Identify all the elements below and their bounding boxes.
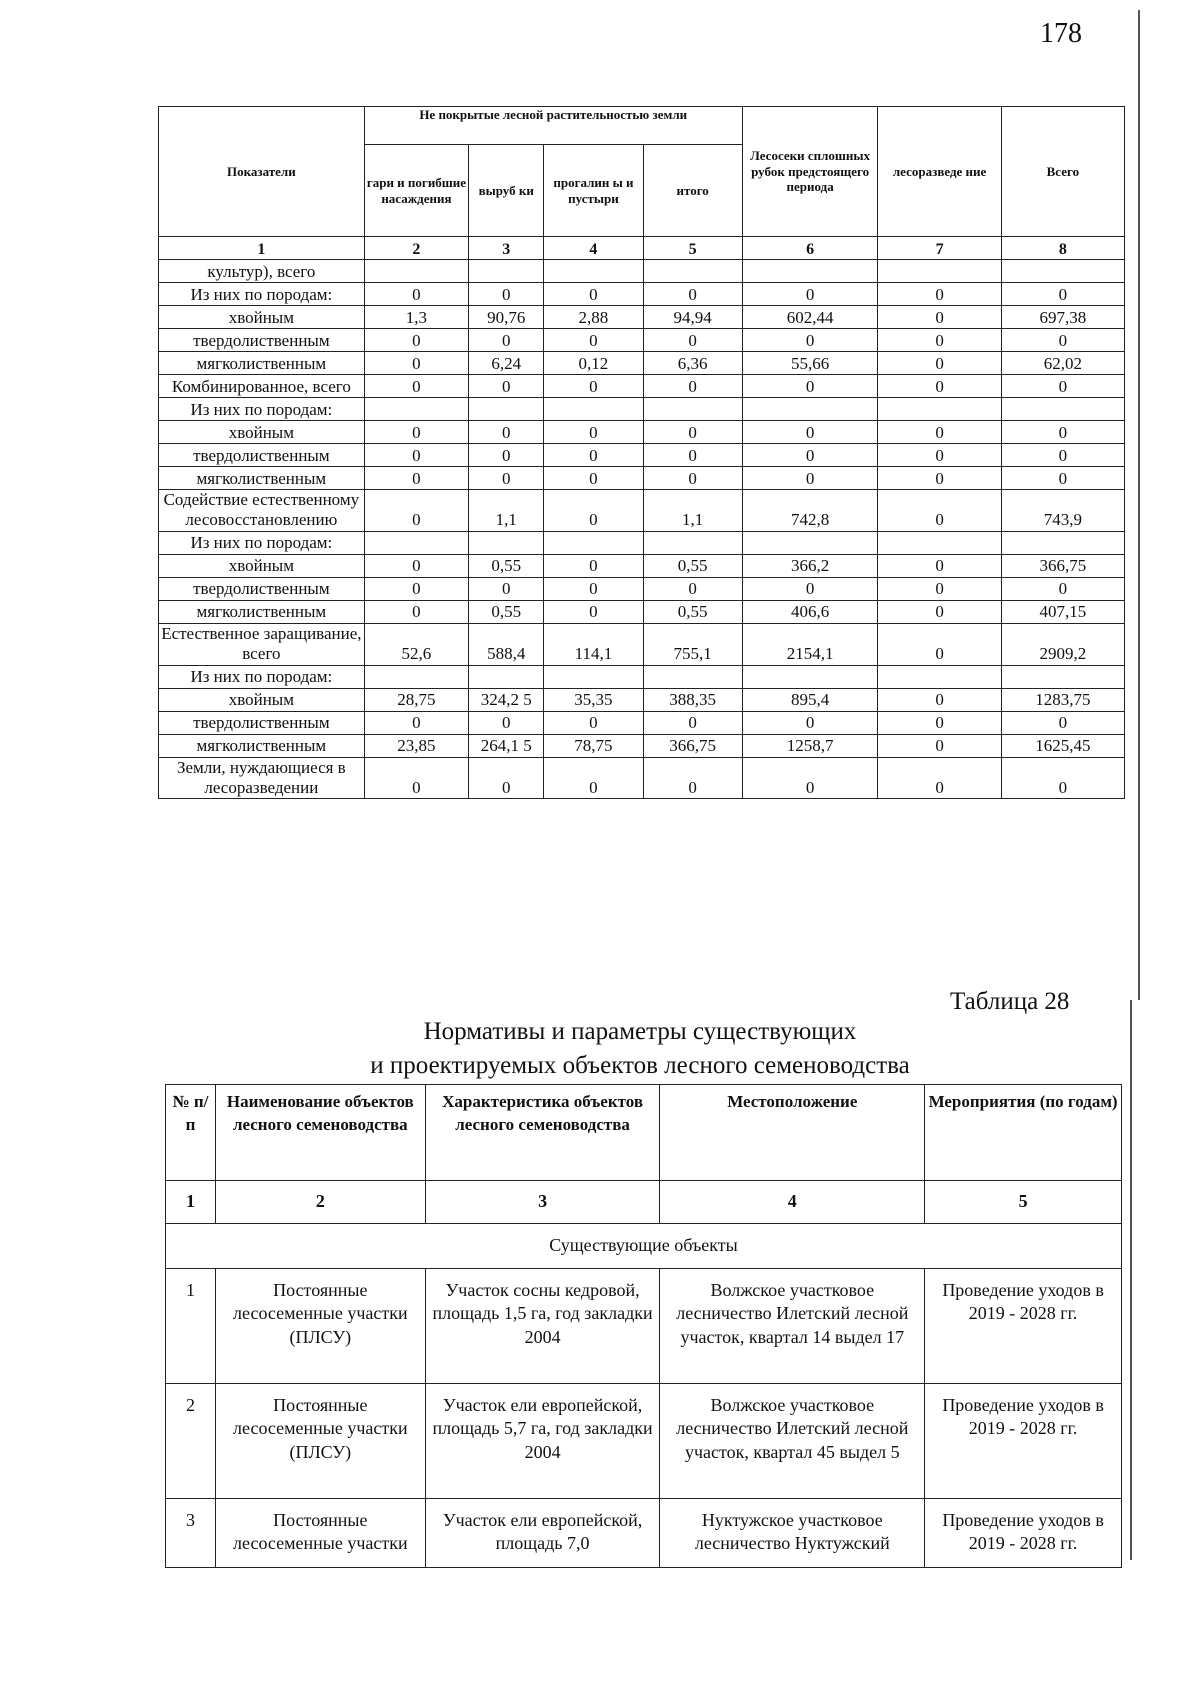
table-cell: 0 xyxy=(878,375,1001,398)
table-cell xyxy=(643,398,742,421)
table-cell: 0 xyxy=(544,757,643,799)
table-cell: 0 xyxy=(364,711,468,734)
object-characteristics: Участок сосны кедровой, площадь 1,5 га, год закладки 2004 xyxy=(425,1269,660,1384)
table-cell: 0 xyxy=(742,421,878,444)
table-cell: 0 xyxy=(878,600,1001,623)
table-cell: 0 xyxy=(364,444,468,467)
header-indicators: Показатели xyxy=(159,107,365,237)
table-cell: 0 xyxy=(643,375,742,398)
table-cell: 0 xyxy=(544,421,643,444)
table-cell: 0 xyxy=(364,577,468,600)
table-cell: 0 xyxy=(544,554,643,577)
table-cell: 0 xyxy=(1001,421,1124,444)
table-cell: 0 xyxy=(1001,577,1124,600)
header-uncovered-lands: Не покрытые лесной растительностью земли xyxy=(364,107,742,145)
page-edge-line xyxy=(1138,10,1140,1000)
table-row xyxy=(159,306,1125,329)
table-cell: 743,9 xyxy=(1001,490,1124,532)
row-label: мягколиственным xyxy=(159,467,365,490)
table-row xyxy=(159,665,1125,688)
table-cell xyxy=(1001,531,1124,554)
row-label: Комбинированное, всего xyxy=(159,375,365,398)
table-cell: 0 xyxy=(878,467,1001,490)
header-afforestation: лесоразведе ние xyxy=(878,107,1001,237)
column-number: 4 xyxy=(660,1181,925,1224)
table-cell: 0 xyxy=(364,467,468,490)
row-label: Из них по породам: xyxy=(159,398,365,421)
header-cutting-areas: Лесосеки сплошных рубок предстоящего периода xyxy=(742,107,878,237)
row-number: 2 xyxy=(166,1384,216,1499)
object-activities: Проведение уходов в 2019 - 2028 гг. xyxy=(925,1269,1122,1384)
table-cell xyxy=(469,531,544,554)
table-title-line2: и проектируемых объектов лесного семеноводства xyxy=(370,1052,910,1079)
table-cell: 0 xyxy=(643,444,742,467)
table-cell: 0 xyxy=(1001,375,1124,398)
table-cell xyxy=(364,398,468,421)
table-cell: 0 xyxy=(364,490,468,532)
table-cell: 2,88 xyxy=(544,306,643,329)
table-cell: 1,1 xyxy=(643,490,742,532)
table-row xyxy=(166,1384,1122,1499)
table-cell: 406,6 xyxy=(742,600,878,623)
table-cell: 0 xyxy=(643,467,742,490)
table-cell xyxy=(469,398,544,421)
table-row xyxy=(159,531,1125,554)
table-cell: 0 xyxy=(878,757,1001,799)
row-label: хвойным xyxy=(159,306,365,329)
table-cell xyxy=(469,260,544,283)
table-cell xyxy=(643,665,742,688)
table-cell: 1625,45 xyxy=(1001,734,1124,757)
table-cell xyxy=(544,665,643,688)
table-cell xyxy=(364,531,468,554)
row-label: Из них по породам: xyxy=(159,665,365,688)
table-cell: 0 xyxy=(878,283,1001,306)
table-cell: 0 xyxy=(742,711,878,734)
table-cell: 366,75 xyxy=(643,734,742,757)
table-cell: 0 xyxy=(878,554,1001,577)
table-cell: 0 xyxy=(544,444,643,467)
table-cell: 0 xyxy=(643,757,742,799)
table-row xyxy=(159,688,1125,711)
table-row xyxy=(159,329,1125,352)
object-location: Волжское участковое лесничество Илетский лесной участок, квартал 14 выдел 17 xyxy=(660,1269,925,1384)
row-label: твердолиственным xyxy=(159,329,365,352)
row-label: мягколиственным xyxy=(159,734,365,757)
table1-body xyxy=(159,260,1125,799)
table-cell: 0 xyxy=(469,711,544,734)
table-cell: 0 xyxy=(643,329,742,352)
table-cell: 0 xyxy=(469,375,544,398)
table-cell: 2909,2 xyxy=(1001,623,1124,665)
table-cell: 28,75 xyxy=(364,688,468,711)
header-object-name: Наименование объектов лесного семеноводства xyxy=(215,1085,425,1181)
table-cell: 0 xyxy=(878,711,1001,734)
table-row xyxy=(159,734,1125,757)
table-label: Таблица 28 xyxy=(950,988,1070,1015)
table-cell: 0 xyxy=(364,421,468,444)
table-cell: 388,35 xyxy=(643,688,742,711)
table-cell: 0 xyxy=(544,283,643,306)
table-row xyxy=(159,711,1125,734)
table-cell: 90,76 xyxy=(469,306,544,329)
table-cell: 755,1 xyxy=(643,623,742,665)
table-cell: 0 xyxy=(364,352,468,375)
table-cell: 0 xyxy=(1001,329,1124,352)
table-row xyxy=(166,1499,1122,1568)
column-number: 2 xyxy=(215,1181,425,1224)
table-cell: 366,2 xyxy=(742,554,878,577)
table-cell: 0 xyxy=(643,283,742,306)
table-cell: 0 xyxy=(544,711,643,734)
table-cell: 0 xyxy=(469,757,544,799)
uncovered-lands-table xyxy=(158,106,1125,799)
table-cell: 0 xyxy=(544,490,643,532)
column-number: 6 xyxy=(742,237,878,260)
column-number: 7 xyxy=(878,237,1001,260)
table-cell: 52,6 xyxy=(364,623,468,665)
table-cell xyxy=(878,665,1001,688)
table-cell: 6,24 xyxy=(469,352,544,375)
table-title-line1: Нормативы и параметры существующих xyxy=(423,1018,857,1045)
row-label: хвойным xyxy=(159,688,365,711)
table-cell: 0 xyxy=(469,467,544,490)
table-cell: 1283,75 xyxy=(1001,688,1124,711)
table-cell: 0 xyxy=(544,467,643,490)
section-existing-objects: Существующие объекты xyxy=(166,1224,1122,1269)
table-cell: 742,8 xyxy=(742,490,878,532)
row-label: Земли, нуждающиеся в лесоразведении xyxy=(159,757,365,799)
table-cell: 0 xyxy=(364,600,468,623)
table-cell: 0 xyxy=(469,421,544,444)
table-row xyxy=(159,375,1125,398)
table-cell: 0 xyxy=(1001,757,1124,799)
row-label: Содействие естественному лесовосстановлению xyxy=(159,490,365,532)
row-number: 1 xyxy=(166,1269,216,1384)
object-name: Постоянные лесосеменные участки (ПЛСУ) xyxy=(215,1269,425,1384)
header-characteristics: Характеристика объектов лесного семеноводства xyxy=(425,1085,660,1181)
column-number: 1 xyxy=(159,237,365,260)
table-cell xyxy=(544,398,643,421)
column-number: 2 xyxy=(364,237,468,260)
seed-objects-table xyxy=(165,1084,1122,1568)
table-cell: 0 xyxy=(878,734,1001,757)
row-label: хвойным xyxy=(159,421,365,444)
table-cell: 0 xyxy=(544,375,643,398)
table-cell: 0 xyxy=(1001,467,1124,490)
table-cell: 0 xyxy=(469,329,544,352)
table-row xyxy=(159,577,1125,600)
header-total-uncovered: итого xyxy=(643,145,742,237)
table-cell: 0 xyxy=(364,554,468,577)
table-row xyxy=(159,554,1125,577)
table-cell: 94,94 xyxy=(643,306,742,329)
row-label: культур), всего xyxy=(159,260,365,283)
column-numbers-row xyxy=(166,1181,1122,1224)
table-cell xyxy=(742,398,878,421)
table-cell: 0 xyxy=(364,375,468,398)
table-cell: 0 xyxy=(878,577,1001,600)
table-cell: 0 xyxy=(878,444,1001,467)
table-cell: 0 xyxy=(742,467,878,490)
row-label: мягколиственным xyxy=(159,352,365,375)
header-location: Местоположение xyxy=(660,1085,925,1181)
table-cell xyxy=(878,531,1001,554)
table-cell: 0 xyxy=(742,283,878,306)
table-row xyxy=(159,600,1125,623)
object-location: Волжское участковое лесничество Илетский лесной участок, квартал 45 выдел 5 xyxy=(660,1384,925,1499)
table-row xyxy=(159,444,1125,467)
row-label: твердолиственным xyxy=(159,711,365,734)
table-cell: 1,3 xyxy=(364,306,468,329)
table-row xyxy=(159,757,1125,799)
table-cell: 2154,1 xyxy=(742,623,878,665)
table-cell: 62,02 xyxy=(1001,352,1124,375)
table-cell xyxy=(1001,260,1124,283)
column-number: 4 xyxy=(544,237,643,260)
table-row xyxy=(159,421,1125,444)
table-cell: 0,55 xyxy=(643,600,742,623)
page-number: 178 xyxy=(1040,18,1082,49)
table-cell xyxy=(544,531,643,554)
table-cell xyxy=(544,260,643,283)
table-row xyxy=(159,283,1125,306)
row-label: твердолиственным xyxy=(159,444,365,467)
table-cell xyxy=(364,260,468,283)
column-number: 5 xyxy=(643,237,742,260)
table-cell: 0 xyxy=(1001,283,1124,306)
table-row xyxy=(159,623,1125,665)
table-cell: 895,4 xyxy=(742,688,878,711)
table-cell: 0 xyxy=(878,623,1001,665)
row-label: Естественное заращивание, всего xyxy=(159,623,365,665)
table-cell: 0 xyxy=(469,444,544,467)
column-number: 5 xyxy=(925,1181,1122,1224)
table-cell: 0 xyxy=(364,283,468,306)
row-label: мягколиственным xyxy=(159,600,365,623)
header-burned: гари и погибшие насаждения xyxy=(364,145,468,237)
header-glades: прогалин ы и пустыри xyxy=(544,145,643,237)
table-cell: 0 xyxy=(742,757,878,799)
column-number: 3 xyxy=(469,237,544,260)
table-cell xyxy=(364,665,468,688)
row-label: Из них по породам: xyxy=(159,283,365,306)
table-cell: 0 xyxy=(544,329,643,352)
table-row xyxy=(159,398,1125,421)
table-cell: 0 xyxy=(742,444,878,467)
table-cell: 0 xyxy=(878,490,1001,532)
object-activities: Проведение уходов в 2019 - 2028 гг. xyxy=(925,1384,1122,1499)
column-numbers-row xyxy=(159,237,1125,260)
page-edge-line xyxy=(1130,1000,1132,1560)
table-cell: 0 xyxy=(643,711,742,734)
table-cell: 0 xyxy=(742,577,878,600)
header-clearcut: выруб ки xyxy=(469,145,544,237)
table-cell xyxy=(878,260,1001,283)
table-cell: 0 xyxy=(742,375,878,398)
object-characteristics: Участок ели европейской, площадь 7,0 xyxy=(425,1499,660,1568)
table-cell: 35,35 xyxy=(544,688,643,711)
object-activities: Проведение уходов в 2019 - 2028 гг. xyxy=(925,1499,1122,1568)
table-row xyxy=(159,490,1125,532)
table-cell: 0 xyxy=(544,600,643,623)
table-cell: 0,55 xyxy=(469,554,544,577)
table-cell: 0 xyxy=(544,577,643,600)
object-location: Нуктужское участковое лесничество Нуктужский xyxy=(660,1499,925,1568)
table-cell: 0 xyxy=(742,329,878,352)
table-cell: 0,55 xyxy=(643,554,742,577)
table-cell: 366,75 xyxy=(1001,554,1124,577)
table-cell xyxy=(742,260,878,283)
object-name: Постоянные лесосеменные участки xyxy=(215,1499,425,1568)
table-cell: 0 xyxy=(364,329,468,352)
table-cell: 0 xyxy=(1001,711,1124,734)
table-cell: 0 xyxy=(878,421,1001,444)
table-cell: 0 xyxy=(1001,444,1124,467)
table-cell: 0 xyxy=(878,352,1001,375)
table-cell: 0 xyxy=(643,577,742,600)
table-cell xyxy=(1001,398,1124,421)
table-cell: 23,85 xyxy=(364,734,468,757)
table-row xyxy=(159,467,1125,490)
row-label: хвойным xyxy=(159,554,365,577)
table-cell: 0 xyxy=(878,688,1001,711)
header-activities: Мероприятия (по годам) xyxy=(925,1085,1122,1181)
table-cell: 55,66 xyxy=(742,352,878,375)
table-cell: 697,38 xyxy=(1001,306,1124,329)
row-label: твердолиственным xyxy=(159,577,365,600)
table-cell xyxy=(742,665,878,688)
table-cell: 407,15 xyxy=(1001,600,1124,623)
table-cell: 114,1 xyxy=(544,623,643,665)
column-number: 1 xyxy=(166,1181,216,1224)
table-cell: 0 xyxy=(364,757,468,799)
table-cell: 0 xyxy=(469,577,544,600)
table-cell: 264,1 5 xyxy=(469,734,544,757)
section-row xyxy=(166,1224,1122,1269)
column-number: 3 xyxy=(425,1181,660,1224)
table-row xyxy=(159,260,1125,283)
table-cell: 602,44 xyxy=(742,306,878,329)
table-cell: 6,36 xyxy=(643,352,742,375)
column-number: 8 xyxy=(1001,237,1124,260)
object-name: Постоянные лесосеменные участки (ПЛСУ) xyxy=(215,1384,425,1499)
table-cell: 0 xyxy=(469,283,544,306)
table-cell: 78,75 xyxy=(544,734,643,757)
table-cell: 0 xyxy=(878,306,1001,329)
header-total: Всего xyxy=(1001,107,1124,237)
row-number: 3 xyxy=(166,1499,216,1568)
table-cell xyxy=(878,398,1001,421)
row-label: Из них по породам: xyxy=(159,531,365,554)
table-cell: 588,4 xyxy=(469,623,544,665)
table-cell xyxy=(469,665,544,688)
table-cell xyxy=(1001,665,1124,688)
table-cell: 0 xyxy=(643,421,742,444)
table-row xyxy=(166,1269,1122,1384)
header-number: № п/п xyxy=(166,1085,216,1181)
table-cell: 324,2 5 xyxy=(469,688,544,711)
object-characteristics: Участок ели европейской, площадь 5,7 га, год закладки 2004 xyxy=(425,1384,660,1499)
table-cell: 0 xyxy=(878,329,1001,352)
table-cell xyxy=(643,531,742,554)
table-row xyxy=(159,352,1125,375)
table-cell xyxy=(742,531,878,554)
table-cell xyxy=(643,260,742,283)
table2-body xyxy=(166,1269,1122,1568)
table-cell: 1,1 xyxy=(469,490,544,532)
table-cell: 1258,7 xyxy=(742,734,878,757)
table-cell: 0,12 xyxy=(544,352,643,375)
table-cell: 0,55 xyxy=(469,600,544,623)
